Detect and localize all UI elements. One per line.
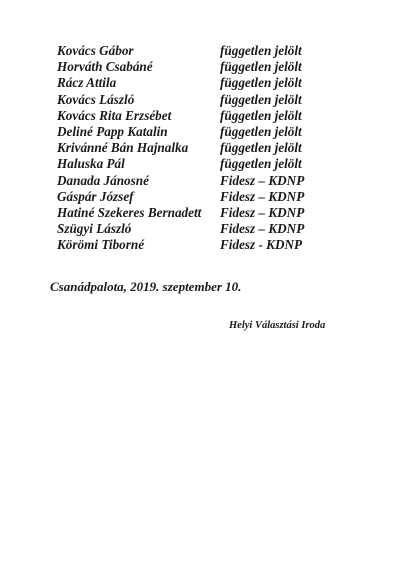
candidate-party: független jelölt xyxy=(220,156,302,172)
candidate-party: független jelölt xyxy=(220,91,302,107)
candidate-party: Fidesz – KDNP xyxy=(220,204,305,220)
candidate-name: Kovács Gábor xyxy=(57,43,134,59)
candidate-party: Fidesz – KDNP xyxy=(220,221,305,237)
candidate-row xyxy=(57,92,357,108)
candidate-row xyxy=(57,108,357,124)
candidate-name: Haluska Pál xyxy=(57,156,125,172)
candidate-row xyxy=(57,59,357,75)
candidate-name: Kovács László xyxy=(57,91,135,107)
candidate-row xyxy=(57,43,357,59)
candidate-name: Rácz Attila xyxy=(57,75,117,91)
candidate-party: Fidesz - KDNP xyxy=(220,237,303,253)
candidate-row xyxy=(57,124,357,140)
signature-line: Helyi Választási Iroda xyxy=(229,320,326,331)
candidate-party: független jelölt xyxy=(220,140,302,156)
candidate-row xyxy=(57,173,357,189)
candidate-party: független jelölt xyxy=(220,75,302,91)
candidate-party: független jelölt xyxy=(220,43,302,59)
candidate-party: független jelölt xyxy=(220,107,302,123)
place-date: Csanádpalota, 2019. szeptember 10. xyxy=(50,279,242,294)
candidate-name: Körömi Tiborné xyxy=(57,237,145,253)
candidate-row xyxy=(57,140,357,156)
candidate-name: Danada Jánosné xyxy=(57,172,149,188)
candidate-name: Kovács Rita Erzsébet xyxy=(57,107,172,123)
candidate-party: Fidesz – KDNP xyxy=(220,188,305,204)
candidate-row xyxy=(57,189,357,205)
candidate-row xyxy=(57,75,357,91)
candidate-party: független jelölt xyxy=(220,59,302,75)
candidate-row xyxy=(57,237,357,253)
candidate-name: Horváth Csabáné xyxy=(57,59,153,75)
candidate-name: Deliné Papp Katalin xyxy=(57,124,168,140)
candidate-party: Fidesz – KDNP xyxy=(220,172,305,188)
candidate-row xyxy=(57,221,357,237)
candidate-party: független jelölt xyxy=(220,124,302,140)
candidate-row xyxy=(57,156,357,172)
candidate-name: Szügyi László xyxy=(57,221,132,237)
candidate-name: Gáspár József xyxy=(57,188,134,204)
candidate-name: Hatiné Szekeres Bernadett xyxy=(57,204,202,220)
candidate-list xyxy=(57,43,357,253)
candidate-name: Krivánné Bán Hajnalka xyxy=(57,140,189,156)
candidate-row xyxy=(57,205,357,221)
